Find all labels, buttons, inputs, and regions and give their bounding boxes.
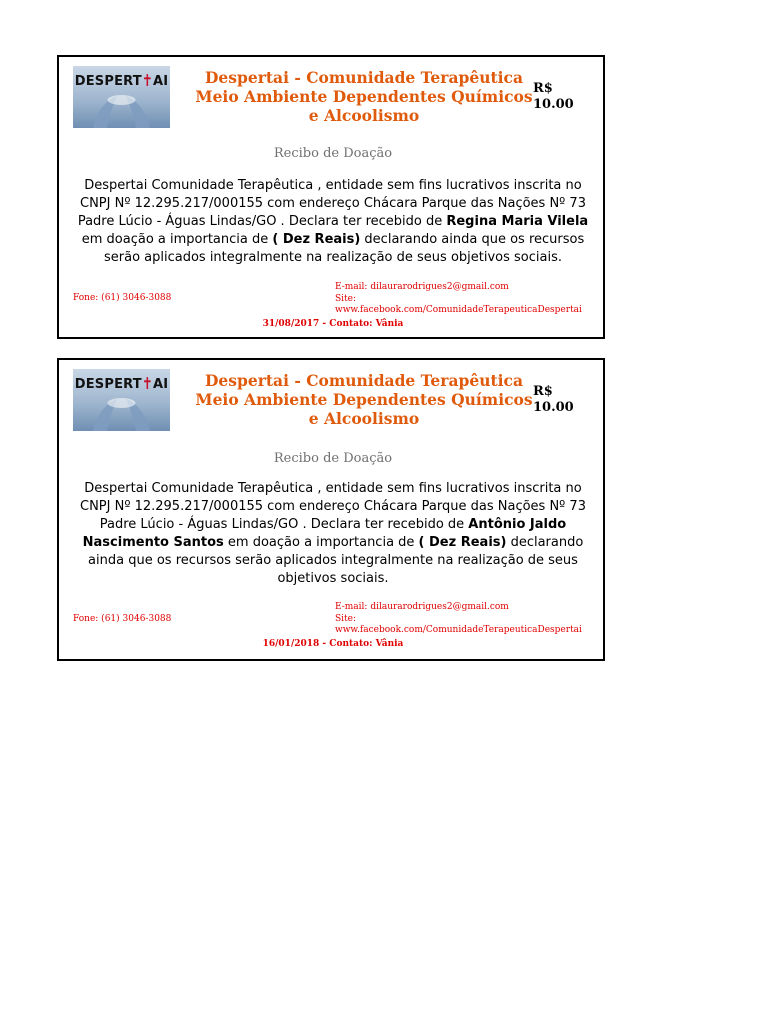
title-line-1: Despertai - Comunidade Terapêutica [204,68,523,87]
price-currency: R$ [533,81,553,96]
donation-price [533,81,574,113]
receipt-body: Despertai Comunidade Terapêutica , entidade sem fins lucrativos inscrita no CNPJ Nº 12.295.217/000155 com endereço Chácara Parque das Nações Nº 73 Padre Lúcio - Águas Lindas/GO . Declara ter recebido de Antônio Jaldo Nascimento Santos em doação a importancia de ( Dez Reais) declarando ainda que os recursos serão aplicados integralmente na realização de seus objetivos sociais. [80,481,586,586]
receipt-heading: Recibo de Doação [273,146,393,161]
site-url: www.facebook.com/ComunidadeTerapeuticaDespertai [335,305,582,315]
contact-info [335,602,603,637]
receipt-footer: 16/01/2018 - Contato: Vânia [262,639,404,649]
phone-number: Fone: (61) 3046-3088 [73,293,172,303]
donation-receipt-1 [57,55,605,339]
receipt-body: Despertai Comunidade Terapêutica , entidade sem fins lucrativos inscrita no CNPJ Nº 12.295.217/000155 com endereço Chácara Parque das Nações Nº 73 Padre Lúcio - Águas Lindas/GO . Declara ter recebido de Regina Maria Vilela em doação a importancia de ( Dez Reais) declarando ainda que os recursos serão aplicados integralmente na realização de seus objetivos sociais. [77,178,589,265]
email-address: E-mail: dilaurarodrigues2@gmail.com [335,282,509,292]
email-address: E-mail: dilaurarodrigues2@gmail.com [335,602,509,612]
donation-price [533,384,574,416]
amount-in-words: ( Dez Reais) [272,232,361,247]
title-line-3: e Alcoolismo [308,409,420,428]
amount-in-words: ( Dez Reais) [418,535,507,550]
logo-wordmark: DESPERT✝AI [74,72,169,91]
cross-icon: ✝ [141,375,153,394]
despertai-logo [73,66,170,128]
donor-name: Regina Maria Vilela [446,214,589,229]
receipt-footer: 31/08/2017 - Contato: Vânia [262,319,404,329]
title-line-2: Meio Ambiente Dependentes Químicos [195,87,533,106]
title-line-3: e Alcoolismo [308,106,420,125]
receipt-title [189,68,539,125]
title-line-1: Despertai - Comunidade Terapêutica [204,371,523,390]
price-value: 10.00 [533,97,574,112]
donation-receipt-2 [57,358,605,661]
receipt-heading: Recibo de Doação [273,451,393,466]
receipt-title [189,371,539,428]
logo-wordmark: DESPERT✝AI [74,375,169,394]
donor-name: Antônio Jaldo Nascimento Santos [82,517,567,550]
site-label: Site: [335,613,357,624]
phone-number: Fone: (61) 3046-3088 [73,614,172,624]
contact-info [335,282,603,317]
despertai-logo [73,369,170,431]
price-currency: R$ [533,384,553,399]
site-url: www.facebook.com/ComunidadeTerapeuticaDespertai [335,625,582,635]
price-value: 10.00 [533,400,574,415]
cross-icon: ✝ [141,72,153,91]
site-label: Site: [335,293,357,304]
title-line-2: Meio Ambiente Dependentes Químicos [195,390,533,409]
